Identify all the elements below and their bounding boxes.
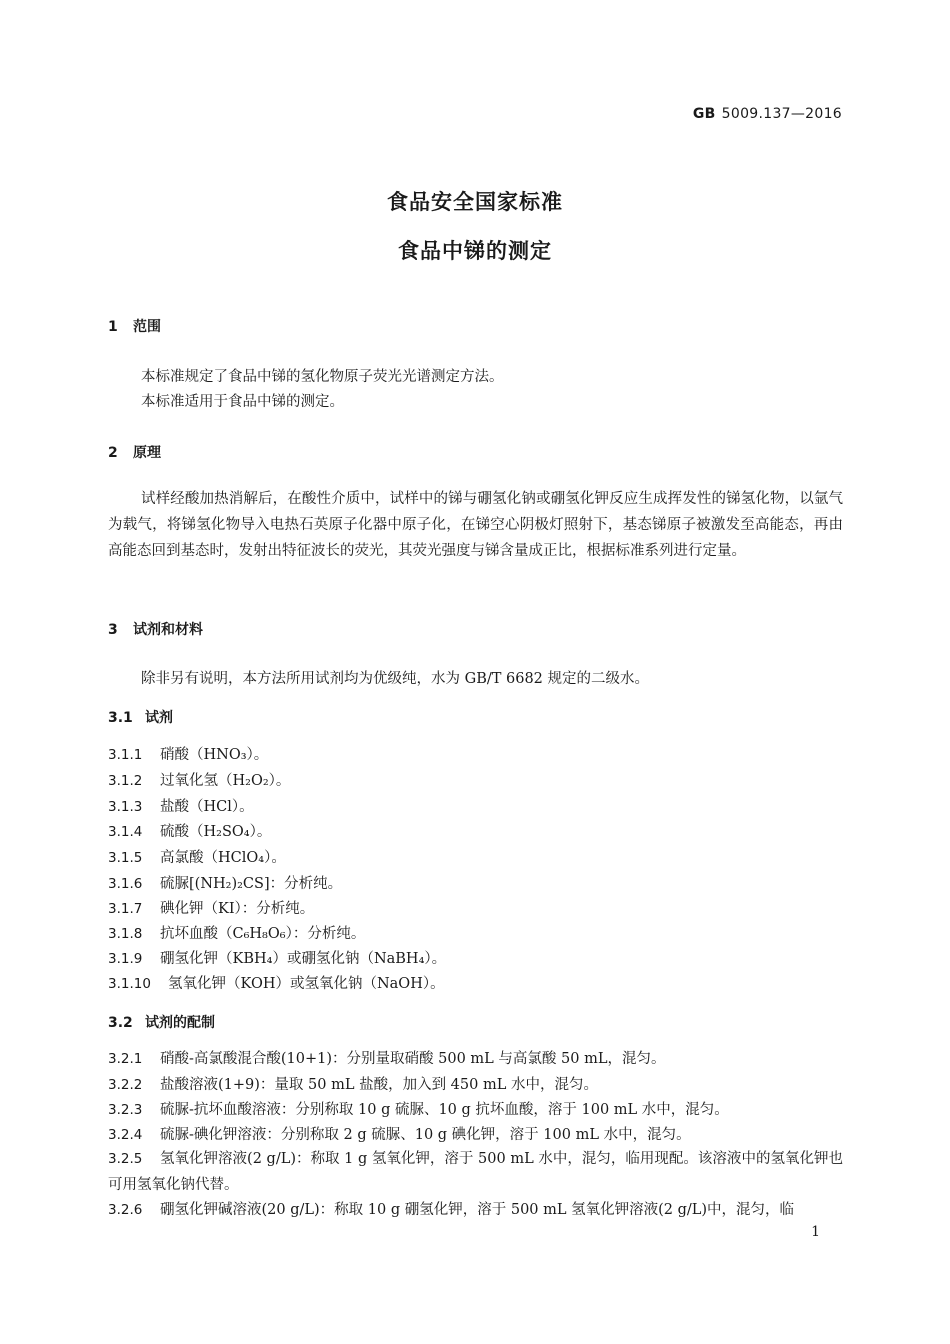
list-item: 3.2.2 盐酸溶液(1+9)：量取 50 mL 盐酸，加入到 450 mL 水中，混匀。 (108, 1077, 598, 1093)
list-item: 3.1.8 抗坏血酸（C₆H₈O₆）：分析纯。 (108, 926, 366, 942)
paragraph: 除非另有说明，本方法所用试剂均为优级纯，水为 GB/T 6682 规定的二级水。 (141, 671, 650, 687)
list-item: 3.1.3 盐酸（HCl）。 (108, 799, 254, 815)
paragraph: 试样经酸加热消解后，在酸性介质中，试样中的锑与硼氢化钠或硼氢化钾反应生成挥发性的锑氢化物，以氩气为载气，将锑氢化物导入电热石英原子化器中原子化，在锑空心阴极灯照射下，基态锑原子被激发至高能态，再由高能态回到基态时，发射出特征波长的荧光，其荧光强度与锑含量成正比，根据标准系列进行定量。 (108, 491, 843, 559)
list-item: 3.2.5 氢氧化钾溶液(2 g/L)：称取 1 g 氢氧化钾，溶于 500 mL 水中，混匀，临用现配。该溶液中的氢氧化钾也可用氢氧化钠代替。 (108, 1151, 843, 1193)
section-heading: 2 原理 (108, 445, 161, 461)
list-item: 3.1.6 硫脲[(NH₂)₂CS]：分析纯。 (108, 876, 343, 892)
list-item: 3.2.6 硼氢化钾碱溶液(20 g/L)：称取 10 g 硼氢化钾，溶于 500 mL 氢氧化钾溶液(2 g/L)中，混匀，临 (108, 1202, 795, 1218)
document-subtitle: 食品中锑的测定 (398, 239, 552, 263)
list-item: 3.1.4 硫酸（H₂SO₄）。 (108, 824, 272, 840)
list-item: 3.2.3 硫脲-抗坏血酸溶液：分别称取 10 g 硫脲、10 g 抗坏血酸，溶于 100 mL 水中，混匀。 (108, 1102, 729, 1118)
paragraph: 本标准规定了食品中锑的氢化物原子荧光光谱测定方法。 (141, 369, 504, 385)
subsection-heading: 3.2 试剂的配制 (108, 1015, 215, 1031)
standard-prefix: GB (692, 106, 716, 122)
list-item: 3.2.4 硫脲-碘化钾溶液：分别称取 2 g 硫脲、10 g 碘化钾，溶于 100 mL 水中，混匀。 (108, 1127, 691, 1143)
page-number: 1 (811, 1224, 820, 1240)
list-item: 3.1.7 碘化钾（KI）：分析纯。 (108, 901, 315, 917)
standard-code: 5009.137—2016 (721, 106, 842, 122)
subsection-heading: 3.1 试剂 (108, 710, 173, 726)
list-item: 3.1.1 硝酸（HNO₃）。 (108, 747, 269, 763)
list-item: 3.1.10 氢氧化钾（KOH）或氢氧化钠（NaOH）。 (108, 976, 445, 992)
document-title: 食品安全国家标准 (387, 190, 563, 214)
standard-number (693, 106, 842, 122)
section-heading: 1 范围 (108, 319, 161, 335)
list-item: 3.1.9 硼氢化钾（KBH₄）或硼氢化钠（NaBH₄）。 (108, 951, 447, 967)
section-heading: 3 试剂和材料 (108, 622, 203, 638)
list-item: 3.1.2 过氧化氢（H₂O₂）。 (108, 773, 291, 789)
list-item: 3.1.5 高氯酸（HClO₄）。 (108, 850, 286, 866)
paragraph: 本标准适用于食品中锑的测定。 (141, 394, 344, 410)
list-item: 3.2.1 硝酸-高氯酸混合酸(10+1)：分别量取硝酸 500 mL 与高氯酸 50 mL，混匀。 (108, 1051, 666, 1067)
